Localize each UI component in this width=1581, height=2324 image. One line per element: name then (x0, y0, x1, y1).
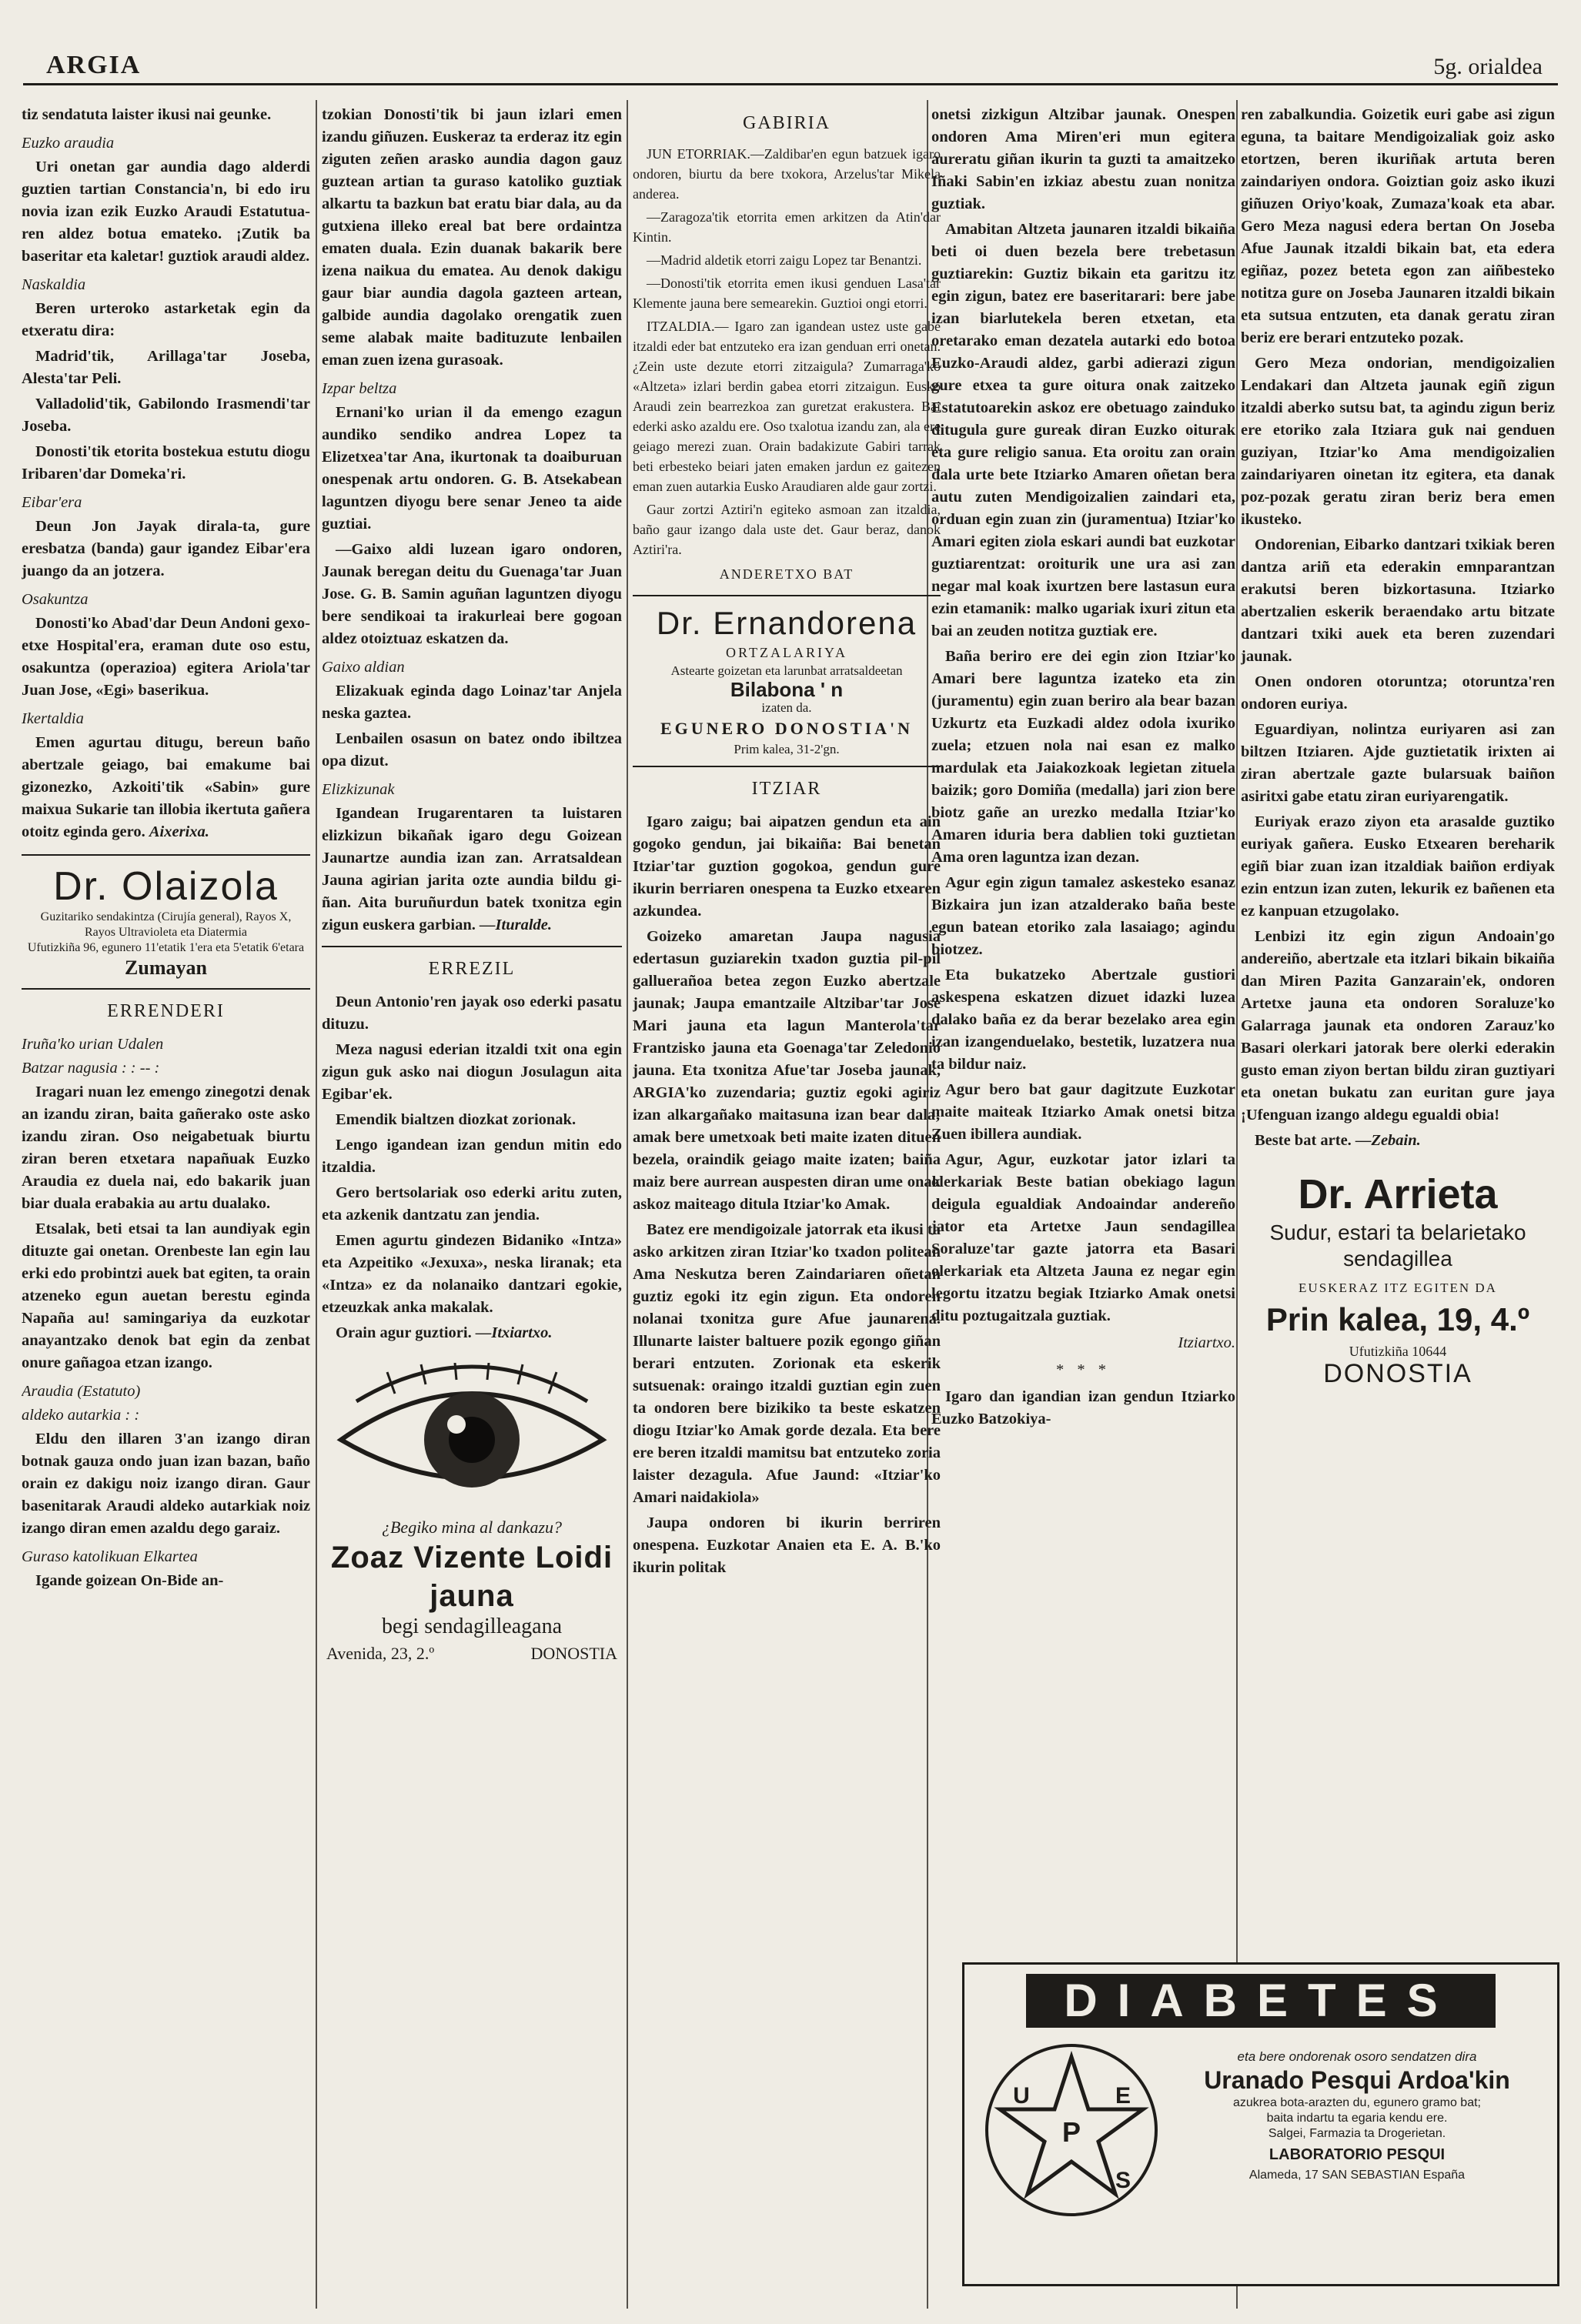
section-heading: Osakuntza (22, 591, 89, 608)
ad-place: Zumayan (125, 957, 207, 979)
logo-letter: E (1115, 2083, 1131, 2109)
ad-title: Dr. Arrieta (1298, 1171, 1498, 1217)
ad-question: ¿Begiko mina al dankazu? (381, 1518, 563, 1537)
ad-text: sendagillea (1343, 1247, 1452, 1271)
article-text: —Gaixo aldi luzean igaro ondoren, Jaunak beregan deitu du Guenaga'tar Juan Jose. G. B. Samin aguñan laguntzen diyogu bere sendikoai ta irakurleai bere gogoan aldez otoiztuaz eskatzen da. (322, 541, 622, 647)
logo-letter: U (1013, 2083, 1030, 2109)
column-1 (22, 104, 310, 2305)
section-heading: Naskaldia (22, 276, 86, 293)
eye-icon (333, 1363, 610, 1509)
ad-address: Prim kalea, 31-2'gn. (734, 742, 840, 756)
advertisement-loidi (322, 1363, 622, 1665)
ad-title: Dr. Olaizola (53, 864, 279, 909)
article-text: ITZALDIA.— Igaro zan igandean ustez uste gabe itzaldi eder bat entzuteko era izan genduan erri onetan. ¿Zein uste dezute etorri zitzaigula? Zumarraga'ko «Altzeta» izlari berdin gabea etorri zitzaigun. Eusko Araudi zein bearrezkoa zan guretzat erakustera. Bai ederki asko azaldu ere. Oso txalotua izandu zan, ala ere geiago merezi zuan. Orain badakizute Gabiri tarrak beti erbesteko beiari jaten emaken jardun ez gaitezen eman zuen autarkia Eusko Araudiaren alde gaur zortzi. (633, 319, 941, 494)
article-text: Eldu den illaren 3'an izango diran botnak gauza ondo juan izan bazan, baño orain ez dakigu noiz izango diran. Gaur basenitarak Araudi aldeko autarkiak noiz izango diran emen azaldu dego garaiz. (22, 1431, 310, 1537)
article-text: tiz sendatuta laister ikusi nai geunke. (22, 106, 272, 123)
article-text: Baña beriro ere dei egin zion Itziar'ko Amari bere laguntza izateko eta zin (juramentu) egin zuan beriro ala bear bazan Uzkurtz eta Euzkadi aldez odola ixuriko zuela; etzuen nola nai esan ez malko mardulak eta Jaiakozkoak legietan zituela baizik; goro Domiña (medalla) jari zion bere biotz gañe an urezko medalla Itziar'ko Amaren iduria bera dablien toki guztietan Ama oren laguntza izan dezan. (931, 648, 1235, 866)
ad-city: DONOSTIA (1323, 1359, 1472, 1388)
article-text: onetsi zizkigun Altzibar jaunak. Onespen ondoren Ama Miren'eri mun egitera aureratu giñan ikurin ta guzti ta amaitzeko Iñaki Sabin'en izkiaz abestu zuan nonitza guztiak. (931, 106, 1235, 212)
ad-address: Prin kalea, 19, 4.º (1265, 1301, 1530, 1337)
ad-text: EUSKERAZ ITZ EGITEN DA (1299, 1281, 1497, 1295)
article-text: Agur, Agur, euzkotar jator izlari ta olerkariak Beste batian obekiago lagun deigula egualdiak Andoaindar andereño jator eta Artetxe Jaun sendagillea Soraluze'tar gazte jatorra eta Basari olerkariak eta Altzeta Jauna ez negar egin legortu itzatzu begiak Itziarko Amak onetsi ditu poztugaitzala guztiak. (931, 1151, 1235, 1324)
article-text: Igande goizean On-Bide an- (35, 1572, 224, 1589)
author-signature: ANDERETXO BAT (719, 566, 854, 582)
article-text: Ernani'ko urian il da emengo ezagun aundiko sendiko andrea Lopez ta Elizetxea'tar Ana, ikurtonak ta doaiburuan onespenak artu ondoren. G. B. Atsekabean laguntzen diyogu bere senar Jeneo ta aide guztiai. (322, 404, 622, 533)
article-text: Beste bat arte. (1255, 1132, 1352, 1149)
article-text: Agur bero bat gaur dagitzute Euzkotar maite maiteak Itziarko Amak onetsi bitza Zuen ibillera aundiak. (931, 1081, 1235, 1143)
ad-text: Salgei, Farmazia ta Drogerietan. (1268, 2127, 1446, 2140)
ad-text: baita indartu ta egaria kendu ere. (1266, 2112, 1448, 2125)
article-text: ren zabalkundia. Goizetik euri gabe asi zigun eguna, ta baitare Mendigoizaliak goiz asko etortzen, beren ikuriñak artuta beren zaindariyen ondora. Goiztian goiz asko ikuzi giñuzen Oriyo'koak, Zumaza'koak eta abar. Gero Meza nagusi edera bertan On Joseba Afue Jaunak itzaldi bikain bat, eta edera egiñaz, pozez beteta egon zan aiñbesteko notitza gure on Joseba Jaunaren itzaldi bikain eta sutsua entzuten, eta danak geratu ziran beriz ere berari entzuteko pozak. (1241, 106, 1555, 346)
article-text: —Donosti'tik etorrita emen ikusi genduen Lasa'tar Klemente jauna bere semearekin. Guztioi ongi etorri. (633, 275, 941, 311)
article-text: Uri onetan gar aundia dago alderdi guztien tartian Constancia'n, bi edo iru novia izan ezik Euzko Araudi Estatutua-ren aldez botua emateko. ¡Zutik ba baseritar eta kaletar! guztiok araudi aldez. (22, 159, 310, 265)
ad-product: Uranado Pesqui Ardoa'kin (1204, 2066, 1510, 2094)
article-text: Emen agurtu gindezen Bidaniko «Intza» eta Azpeitiko «Jexuxa», neska liranak; eta «Intza» ez da nolanaiko dantzari egokie, etzeuzkak anka makalak. (322, 1232, 622, 1316)
article-text: Emendik bialtzen diozkat zorionak. (336, 1111, 577, 1128)
ad-city: Bilabona ' n (730, 678, 844, 701)
section-heading: Araudia (Estatuto) (22, 1383, 141, 1400)
ad-text: ORTZALARIYA (726, 645, 847, 660)
logo-letter: S (1115, 2168, 1131, 2193)
ad-text: azukrea bota-arazten du, egunero gramo bat; (1233, 2096, 1481, 2109)
star-logo-icon (975, 2034, 1168, 2226)
article-text: JUN ETORRIAK.—Zaldibar'en egun batzuek igaro ondoren, biurtu da bere txokora, Arzelus'tar Mikela andereа. (633, 146, 941, 202)
article-text: Elizakuak eginda dago Loinaz'tar Anjela neska gaztea. (322, 683, 622, 722)
author-signature: Itziartxo. (1178, 1334, 1235, 1351)
column-2 (322, 104, 622, 2305)
article-text: Goizeko amaretan Jaupa nagusia edertasun guziarekin txadon guztia pil-pil galluerañoa betea zegon Euzko abertzale jaunak; Jaupa emantzaile Altzibar'tar Jose Mari jauna eta lagun Manterola'tar Frantzisko jauna eta Goenaga'tar Zeledonio jauna. Eta txonitza Afue'tar Joseba jaunak, ARGIA'ko zuzendaria; guztiz egoki agiriz izan alkargañako maitasuna izan bear dala; amak bere umetxoak beti maite izaten dituen bezela, oraindik geiago maite izaten; baiña maiz bere aurrean auspesten diran ume onak askoz maiteago ditula Itziar'ko Amak. (633, 928, 941, 1213)
ad-title: DIABETES (1026, 1974, 1496, 2028)
article-text (1241, 1130, 1555, 1152)
article-text: Emen agurtau ditugu, bereun baño abertzale geiago, bai emakume bai gizonezko, Azkoiti'tik «Sabin» gure maixua Sukarie tan illobia ikertuta gañera otoitz eginda gero. (22, 734, 310, 840)
author-signature: —Ituralde. (480, 917, 553, 933)
article-text: Meza nagusi ederian itzaldi txit ona egin zigun guk asko nai diogun Josulagun aita Egibar'ek. (322, 1041, 622, 1103)
section-heading: Izpar beltza (322, 380, 397, 397)
newspaper-title: ARGIA (46, 51, 142, 79)
article-text: Igandean Irugarentaren ta luistaren elizkizun bikañak igaro degu Goizean Jaunartze aundia izan zan. Arratsaldean Jauna agirian jarita ozte aundia bildu gi-ñan. Aita buruñurdun batek txonitza egin zigun euskera garbian. (322, 805, 622, 933)
logo-letter: P (1061, 2116, 1081, 2148)
ad-text: Ufutizkiña 96, egunero 11'etatik 1'era eta 5'etatik 6'etara (27, 941, 305, 954)
article-text: Gero bertsolariak oso ederki aritu zuten, eta azkenik dantzatu zan jendia. (322, 1184, 622, 1224)
article-text: Jaupa ondoren bi ikurin berriren onespena. Euzkotar Anaien eta E. A. B.'ko ikurin politak (633, 1514, 941, 1576)
town-heading: ERRENDERI (107, 1001, 225, 1021)
article-text: Deun Antonio'ren jayak oso ederki pasatu dituzu. (322, 993, 622, 1033)
section-heading: Guraso katolikuan Elkartea (22, 1548, 198, 1565)
article-text: Eguardiyan, nolintza euriyaren asi zan biltzen Itziaren. Ajde guztietatik irixten ai ziran abertzale gazte bularsuak baiñon asiritxi gabe etatu ziran euriyarengatik. (1241, 721, 1555, 805)
article-text: Donosti'ko Abad'dar Deun Andoni gexo-etxe Hospital'era, eraman dute oso estu, osakuntza (operazioa) egitera Ariola'tar Juan Jose, «Egi» baserikua. (22, 615, 310, 699)
article-text: tzokian Donosti'tik bi jaun izlari emen izandu giñuzen. Euskeraz ta erderaz itz egin ziguten zeñen arasko aundia dagon gauz guztean artian ta guraso katoliko guztiak alkartu ta bazkun bat eratu biar dala, au da gutxiena illeko ereal bat bere ordaintza ematen duala. Ezin duanak bakarik bere izena naikua du ematea. Au denok dakigu gaur biar aundia dagola gazteen artean, galbide aundia dagolako orengatik zuen seme alabak maite badituzute lenbailen eman zuen izena gurasoak. (322, 106, 622, 369)
ad-text: Astearte goizetan eta larunbat arratsaldeetan (670, 663, 903, 678)
article-text: Iragari nuan lez emengo zinegotzi denak an izandu ziran, baita gañerako oste asko izandu ziran. Oso neigabetuak biurtu ziran beren etxetara napañuak Euzko Araudia ez duela nai, edo bakarik juan biar duala erabakia au artu dualako. (22, 1084, 310, 1212)
article-text: Lenbailen osasun on batez ondo ibiltzea opa dizut. (322, 730, 622, 770)
ad-subtitle: begi sendagilleagana (381, 1614, 562, 1638)
article-text: Deun Jon Jayak dirala-ta, gure eresbatza (banda) gaur igandez Eibar'era juango da an jotzera. (22, 518, 310, 579)
section-heading: Gaixo aldian (322, 659, 405, 676)
ad-body (1172, 2049, 1542, 2182)
ad-title: Zoaz Vizente Loidi jauna (330, 1541, 613, 1613)
ad-place: EGUNERO DONOSTIA'N (660, 719, 914, 738)
advertisement-ernandorena (633, 595, 941, 767)
article-text: Batez ere mendigoizale jatorrak eta ikusi ta asko arkitzen ziran Itziar'ko txadon politean Ama Neskutza beren Zaindariaren oñetan guztiz egoki itz egin zigun. Eta ondoren nolanai txonitza gure Afue jaunarena. Illunarte laister baltuere pozik egongo giñan berari entzuten. Zorionak eta eskerik sutsuenak: oraingo itzaldi guztian egin zuen ta ondoren bere bizikiko ta beste eskatzen diogu Itziar'ko Amak gorde dezala. Eta bere ere beren itzaldi mamitsu bat entzuteko zoria laister dezagula. Afue Jaund: «Itziar'ko Amari naidakiola» (633, 1221, 941, 1506)
ad-phone: Ufutizkiña 10644 (1349, 1344, 1447, 1359)
section-heading: aldeko autarkia : : (22, 1407, 140, 1424)
ad-title: Dr. Ernandorena (656, 605, 918, 641)
masthead (23, 45, 1558, 85)
article-text: Onen ondoren otoruntza; otoruntza'ren ondoren euriya. (1241, 673, 1555, 713)
advertisement-olaizola (22, 854, 310, 990)
ad-street: Avenida, 23, 2.º (326, 1644, 435, 1663)
author-signature: Aixerixa. (149, 823, 209, 840)
advertisement-arrieta (1241, 1169, 1555, 1388)
section-heading: Iruña'ko urian Udalen (22, 1036, 164, 1053)
ad-address: Alameda, 17 SAN SEBASTIAN España (1248, 2169, 1466, 2182)
page-number: 5g. orialdea (1433, 54, 1543, 79)
column-3 (633, 104, 941, 2305)
article-text (322, 1322, 622, 1344)
article-text: Etsalak, beti etsai ta lan aundiyak egin dituzte gai onetan. Orenbeste lan egin lau erki edo probintzi auek bat egiten, ta orain atzeneko egun auetan berestu eginda Napaña au! samingariya da euzkotar anayantzako denok bat egin da zenbat onure gañagoa etzan izango. (22, 1220, 310, 1371)
article-text: Igaro zaigu; bai aipatzen gendun eta ain gogoko gendun, jai bikaiña: Bai benetan Itziar'tar guztion gogokoa, gendun gure ikurin berriaren onespena ta Euzko etxearen azkundea. (633, 813, 941, 920)
ad-text: izaten da. (761, 700, 812, 715)
article-text: Amabitan Altzeta jaunaren itzaldi bikaiña beti oi duen bezela bere trebetasun guztiarekin: Guztiz bikain eta garitzu itz egin zigun, batez ere baseritarari: bere jabe izan biarlutekela beren etxetan, eta oretarako eman dezatela autarki edo botoa Euzko-Araudi aldez, garbi adierazi zigun gure etxea ta gure oitura onak zaitzeko Estatutoarekin askoz ere obetuago zainduko ditugula gure gureak diran Euzko oiturak eta gure religio sanua. Eta oroitu zan orain dala urte bete Itziarko Amaren oñetan bera autu zuten Mendigoizalien zaindari eta, orduan egin zuan zin (juramentua) Itziar'ko Amari egiten ziola eskari aundi bat euzkotar guztiarentzat: oroiturik une ura asi zan negar mal koak ixurtzen bere lastasun eura ezin etamanik: malko ugariak ixuri zitun eta bai an zeuden notitza guztiak ere. (931, 221, 1235, 639)
article-text: Valladolid'tik, Gabilondo Irasmendi'tar Joseba. (22, 396, 310, 435)
article-text (22, 732, 310, 843)
section-heading: Euzko araudia (22, 135, 115, 152)
article-text: Donosti'tik etorita bostekua estutu diogu Iribaren'dar Domeka'ri. (22, 443, 310, 482)
article-text: —Zaragoza'tik etorrita emen arkitzen da Atin'dar Kintin. (633, 209, 941, 245)
town-heading: GABIRIA (743, 113, 831, 133)
article-text (322, 803, 622, 937)
ad-city: DONOSTIA (530, 1644, 617, 1663)
article-text: —Madrid aldetik etorri zaigu Lopez tar Benantzi. (647, 252, 922, 268)
separator-stars: * * * (1056, 1361, 1111, 1378)
article-text: Agur egin zigun tamalez askesteko esanaz Bizkaira jun izan atzalderako baña beste egun batean etoriko zala lasaiago; agindu biotzez. (931, 874, 1235, 958)
author-signature: —Itxiartxo. (475, 1324, 553, 1341)
town-heading: ITZIAR (751, 779, 822, 799)
section-heading: Elizkizunak (322, 781, 395, 798)
article-text: Beren urteroko astarketak egin da etxeratu dira: (22, 300, 310, 339)
author-signature: —Zebain. (1355, 1132, 1421, 1149)
article-text: Orain agur guztiori. (336, 1324, 472, 1341)
ad-address (322, 1642, 622, 1665)
ad-text: eta bere ondorenak osoro sendatzen dira (1237, 2049, 1477, 2064)
article-text: Eta bukatzeko Abertzale gustiori askespena eskatzen dizuet idazki luzea dalako baña ez da berar bezelako area egin izan izangenduelako, bestetik, luzatzera nua ta bildur naiz. (931, 967, 1235, 1073)
advertisement-diabetes (962, 1962, 1559, 2286)
section-heading: Ikertaldia (22, 710, 84, 727)
ad-company: LABORATORIO PESQUI (1268, 2146, 1446, 2163)
article-text: Euriyak erazo ziyon eta arasalde guztiko euriyak gañera. Eusko Etxearen bereharik egiñ biar zuan izan itzaldiak baiñon erdiyak ezin entzun izan zuten, lekurik ez bañenen eta ez kanpuan etzugolako. (1241, 813, 1555, 920)
section-heading: Batzar nagusia : : -- : (22, 1060, 160, 1077)
ad-text: Sudur, estari ta belarietako (1269, 1220, 1526, 1244)
ad-text: Guzitariko sendakintza (Cirujía general), Rayos X, Rayos Ultravioleta eta Diatermia (40, 910, 292, 939)
column-rule (316, 100, 317, 2309)
article-text: Gaur zortzi Aztiri'n egiteko asmoan zan itzaldia, baño gaur izango dala uste det. Gaur beraz, danok Aztiri'ra. (633, 502, 941, 557)
article-text: Ondorenian, Eibarko dantzari txikiak beren dantza ariñ eta ederakin emnparantzan erakutsi beren bizkortasuna. Itziarko abertzalien eskerik beraendako artu bitzate dantzari txiki auek eta beren zuzendari jaunak. (1241, 536, 1555, 665)
article-text: Gero Meza ondorian, mendigoizalien Lendakari dan Altzeta jaunak egiñ zigun itzaldi aberko sutsu bat, ta agindu zigun beriz ere etoriko zala Itziara guk nai genduen guziyan, Itziar'ko Ama mendigoizalien zaindariyaren oinetan itz egitera, eta danak poz-pozak geratu ziran beriz bera emen ikusteko. (1241, 355, 1555, 528)
article-text: Madrid'tik, Arillaga'tar Joseba, Alesta'tar Peli. (22, 348, 310, 387)
article-text: Igaro dan igandian izan gendun Itziarko Euzko Batzokiya- (931, 1388, 1235, 1427)
column-rule (627, 100, 628, 2309)
article-text: Lenbizi itz egin zigun Andoain'go andereiño, abertzale eta itzlari bikain bikaiña dan Miren Pazita Ganzarain'ek, ondoren Artetxe jauna eta ondoren Soraluze'ko Galarraga jaunak eta ondoren Zarauz'ko Basari olerkari jatorak bere olerki ederakin gusto eman ziyon bertan bildu ziran guztiyari eta onetan bukatu zan euritan gure jaya ¡Ufenguan izango aldegu egualdi obia! (1241, 928, 1555, 1124)
section-heading: Eibar'era (22, 494, 82, 511)
town-heading: ERREZIL (322, 946, 622, 980)
article-text: Lengo igandean izan gendun mitin edo itzaldia. (322, 1137, 622, 1176)
